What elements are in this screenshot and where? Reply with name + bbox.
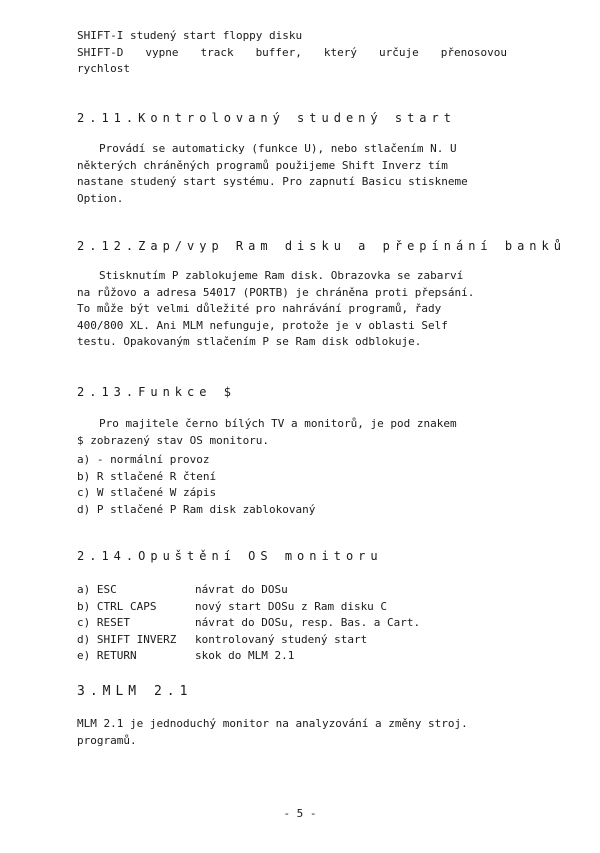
paragraph-line: na růžovo a adresa 54017 (PORTB) je chráněna proti přepsání.	[77, 285, 475, 299]
key-description: skok do MLM 2.1	[195, 649, 295, 662]
section-2-13-heading: 2.13.Funkce $	[77, 385, 236, 399]
section-3-paragraph	[77, 716, 517, 749]
list-item	[77, 599, 517, 616]
section-2-13-list	[77, 452, 517, 518]
word: SHIFT-D	[77, 45, 124, 59]
paragraph-line: Provádí se automaticky (funkce U), nebo stlačením N. U	[99, 142, 457, 155]
section-3-heading: 3.MLM 2.1	[77, 684, 193, 699]
word: buffer,	[255, 45, 302, 59]
key-description: nový start DOSu z Ram disku C	[195, 599, 388, 613]
list-item: c) W stlačené W zápis	[77, 486, 217, 499]
paragraph-line: nastane studený start systému. Pro zapnutí Basicu stiskneme	[77, 175, 468, 188]
word: který	[323, 45, 358, 59]
list-item	[77, 615, 517, 632]
key-description: návrat do DOSu	[195, 583, 288, 596]
list-item	[77, 632, 517, 649]
key-label: a) ESC	[77, 583, 117, 596]
paragraph-line: 400/800 XL. Ani MLM nefunguje, protože je v oblasti Self	[77, 318, 448, 332]
key-description: návrat do DOSu, resp. Bas. a Cart.	[195, 616, 421, 629]
list-item: d) P stlačené P Ram disk zablokovaný	[77, 502, 316, 516]
word: určuje	[379, 45, 419, 59]
paragraph-line: To může být velmi důležité pro nahrávání programů, řady	[77, 302, 442, 315]
key-label: c) RESET	[77, 616, 130, 629]
section-2-11-paragraph	[77, 141, 517, 207]
section-2-12-paragraph	[77, 268, 517, 351]
paragraph-line: $ zobrazený stav OS monitoru.	[77, 433, 270, 447]
section-2-14-heading: 2.14.Opuštění OS monitoru	[77, 549, 383, 563]
paragraph-line: programů.	[77, 733, 137, 747]
list-item	[77, 582, 517, 599]
key-label: d) SHIFT INVERZ	[77, 632, 177, 646]
shift-i-line: SHIFT-I studený start floppy disku	[77, 29, 303, 42]
paragraph-line: MLM 2.1 je jednoduchý monitor na analyzování a změny stroj.	[77, 717, 468, 730]
page-number: - 5 -	[283, 807, 317, 820]
word: track	[200, 45, 234, 59]
section-2-12-heading: 2.12.Zap/vyp Ram disku a přepínání banků	[77, 239, 566, 253]
section-2-11-heading: 2.11.Kontrolovaný studený start	[77, 111, 456, 125]
section-2-13-paragraph	[77, 416, 517, 449]
key-description: kontrolovaný studený start	[195, 632, 368, 646]
section-2-14-list	[77, 582, 517, 665]
paragraph-line: testu. Opakovaným stlačením P se Ram disk odblokuje.	[77, 335, 422, 348]
shift-d-continuation: rychlost	[77, 62, 130, 75]
key-label: e) RETURN	[77, 649, 137, 662]
shift-d-line	[77, 45, 507, 62]
shift-commands-block	[77, 28, 517, 78]
paragraph-line: některých chráněných programů použijeme Shift Inverz tím	[77, 158, 448, 172]
paragraph-line: Pro majitele černo bílých TV a monitorů, je pod znakem	[99, 417, 457, 430]
list-item	[77, 648, 517, 665]
paragraph-line: Option.	[77, 191, 124, 205]
word: přenosovou	[440, 45, 507, 59]
list-item: b) R stlačené R čtení	[77, 469, 217, 483]
word: vypne	[145, 45, 179, 59]
list-item: a) - normální provoz	[77, 453, 210, 466]
paragraph-line: Stisknutím P zablokujeme Ram disk. Obrazovka se zabarví	[99, 269, 464, 282]
key-label: b) CTRL CAPS	[77, 599, 157, 613]
